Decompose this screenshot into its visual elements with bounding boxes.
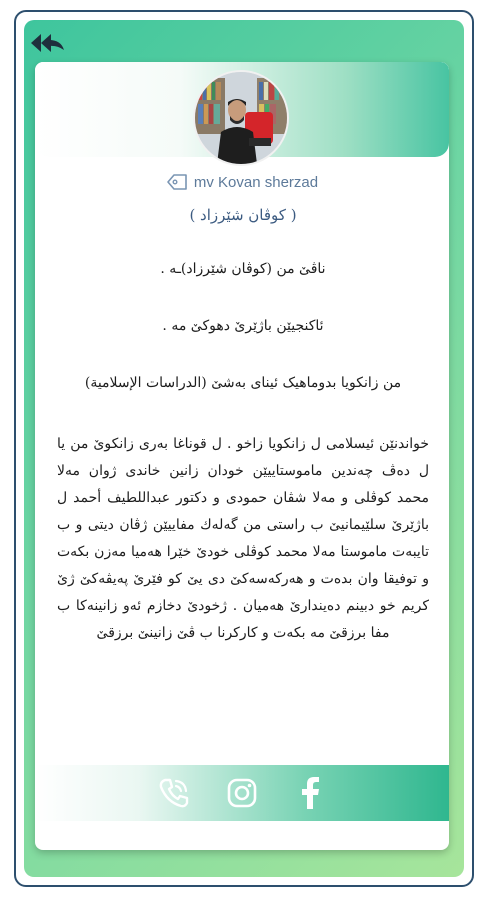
- bio-content: [57, 198, 429, 768]
- instagram-icon: [226, 777, 258, 809]
- phone-icon: [157, 776, 191, 810]
- phone-button[interactable]: [156, 775, 192, 811]
- facebook-button[interactable]: [292, 775, 328, 811]
- bio-paragraph-education: من زانکویا بدوماهیک ئینای بەشێ (الدراسات الإسلامیة): [84, 375, 402, 391]
- double-back-arrow-icon: [29, 32, 67, 54]
- bio-paragraph-residence: ئاکنجیێن باژێرێ دهوکێ مه .: [162, 318, 324, 334]
- facebook-icon: [299, 776, 321, 810]
- back-button[interactable]: [28, 30, 68, 56]
- bio-paragraph-studies: خواندنێن ئیسلامی ل زانکویا زاخو . ل قوناغا بەری زانکوێ من یا ل دەڤ چەندین ماموستاییێن خودان زانین خاندی ژوان مەلا محمد کوڤلی و مەلا شڤان حمودی و دکتور عبداللطیف أحمد ل باژێرێ سلێیمانیێ ب راستی من گەلەك مفاییێن ژڤان دیتی و ب تایبەت ماموستا مەلا محمد کوڤلی خودێ خێرا هەمیا مەزن بکەت و توفیقا وان بدەت و هەرکەسەکێ دی یێ کو فێرێ پەیڤەکێ ژێ کریم خو دبینم دەیندارێ هەمیان . ژخودێ دخازم ئەو زانینەکا ب مفا برزقێ مە بکەت و کارکرنا ب ڤێ زانینێ برزقێ: [57, 436, 429, 641]
- bio-paragraph-name: ناڤێ من (کوڤان شێرزاد)ـه .: [160, 261, 326, 277]
- social-bar: [35, 765, 449, 821]
- tag-icon: [166, 173, 188, 191]
- profile-photo: [195, 72, 287, 164]
- profile-card: [35, 62, 449, 850]
- username-row: [35, 170, 449, 194]
- username: mv Kovan sherzad: [193, 173, 319, 191]
- profile-name: ( کوڤان شێرزاد ): [189, 206, 297, 224]
- profile-avatar: [193, 70, 289, 166]
- instagram-button[interactable]: [224, 775, 260, 811]
